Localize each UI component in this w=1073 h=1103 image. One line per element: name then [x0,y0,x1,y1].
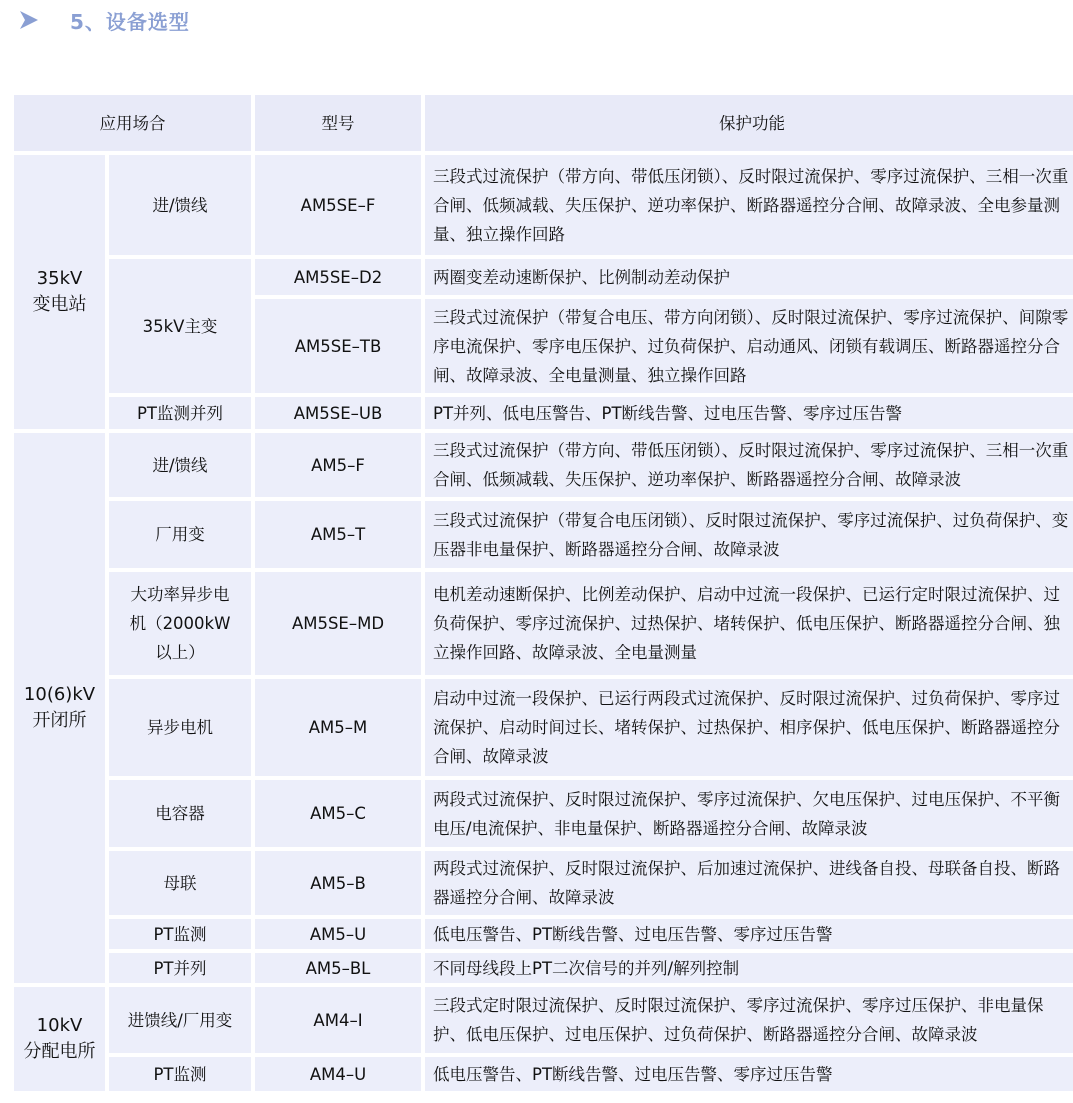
row-model: AM5SE–UB [255,397,421,429]
row-model: AM5SE–F [255,155,421,255]
row-model: AM5SE–TB [255,299,421,393]
row-function: PT并列、低电压警告、PT断线告警、过电压告警、零序过压告警 [425,397,1073,429]
row-application: 35kV主变 [109,259,251,393]
row-model: AM5–BL [255,953,421,983]
section-title: 5、设备选型 [70,9,190,34]
equipment-selection-table [10,91,1073,1095]
row-model: AM5–T [255,501,421,568]
row-application: PT监测 [109,919,251,949]
row-function: 低电压警告、PT断线告警、过电压告警、零序过压告警 [425,1057,1073,1091]
row-function: 三段式过流保护（带复合电压、带方向闭锁）、反时限过流保护、零序过流保护、间隙零序电流保护、零序电压保护、过负荷保护、启动通风、闭锁有载调压、断路器遥控分合闸、故障录波、全电量测量、独立操作回路 [425,299,1073,393]
row-application: 异步电机 [109,679,251,776]
table-row [14,397,1073,429]
header-model: 型号 [255,95,421,151]
row-function: 两圈变差动速断保护、比例制动差动保护 [425,259,1073,295]
row-function: 电机差动速断保护、比例差动保护、启动中过流一段保护、已运行定时限过流保护、过负荷保护、零序过流保护、过热保护、堵转保护、低电压保护、断路器遥控分合闸、独立操作回路、故障录波、全电量测量 [425,572,1073,675]
row-function: 不同母线段上PT二次信号的并列/解列控制 [425,953,1073,983]
row-model: AM5SE–D2 [255,259,421,295]
row-function: 三段式过流保护（带方向、带低压闭锁）、反时限过流保护、零序过流保护、三相一次重合闸、低频减载、失压保护、逆功率保护、断路器遥控分合闸、故障录波、全电参量测量、独立操作回路 [425,155,1073,255]
row-function: 低电压警告、PT断线告警、过电压告警、零序过压告警 [425,919,1073,949]
play-arrow-icon [18,9,40,31]
row-function: 三段式过流保护（带复合电压闭锁）、反时限过流保护、零序过流保护、过负荷保护、变压器非电量保护、断路器遥控分合闸、故障录波 [425,501,1073,568]
row-model: AM5–U [255,919,421,949]
row-application: 进/馈线 [109,433,251,497]
table-row [14,259,1073,295]
row-application: 厂用变 [109,501,251,568]
row-model: AM5–B [255,851,421,915]
table-row [14,919,1073,949]
row-model: AM5–C [255,780,421,847]
table-row [14,851,1073,915]
row-function: 两段式过流保护、反时限过流保护、零序过流保护、欠电压保护、过电压保护、不平衡电压/电流保护、非电量保护、断路器遥控分合闸、故障录波 [425,780,1073,847]
table-header-row [14,95,1073,151]
row-function: 两段式过流保护、反时限过流保护、后加速过流保护、进线备自投、母联备自投、断路器遥控分合闸、故障录波 [425,851,1073,915]
row-application: PT监测并列 [109,397,251,429]
table-row [14,501,1073,568]
table-row [14,1057,1073,1091]
row-model: AM5SE–MD [255,572,421,675]
row-application: 大功率异步电 机（2000kW 以上） [109,572,251,675]
row-application: PT监测 [109,1057,251,1091]
row-application: PT并列 [109,953,251,983]
row-function: 三段式定时限过流保护、反时限过流保护、零序过流保护、零序过压保护、非电量保护、低电压保护、过电压保护、过负荷保护、断路器遥控分合闸、故障录波 [425,987,1073,1053]
row-application: 进/馈线 [109,155,251,255]
table-row [14,780,1073,847]
table-row [14,433,1073,497]
row-function: 三段式过流保护（带方向、带低压闭锁）、反时限过流保护、零序过流保护、三相一次重合闸、低频减载、失压保护、逆功率保护、断路器遥控分合闸、故障录波 [425,433,1073,497]
section-heading [18,4,190,36]
row-function: 启动中过流一段保护、已运行两段式过流保护、反时限过流保护、过负荷保护、零序过流保护、启动时间过长、堵转保护、过热保护、相序保护、低电压保护、断路器遥控分合闸、故障录波 [425,679,1073,776]
table-row [14,953,1073,983]
row-model: AM5–M [255,679,421,776]
header-application: 应用场合 [14,95,251,151]
table-row [14,987,1073,1053]
row-application: 母联 [109,851,251,915]
row-application: 电容器 [109,780,251,847]
group-10-6kv-switching-station: 10(6)kV 开闭所 [14,433,105,983]
row-model: AM5–F [255,433,421,497]
row-model: AM4–U [255,1057,421,1091]
group-35kv-substation: 35kV 变电站 [14,155,105,429]
table-row [14,679,1073,776]
row-model: AM4–I [255,987,421,1053]
table-row [14,572,1073,675]
header-function: 保护功能 [425,95,1073,151]
row-application: 进馈线/厂用变 [109,987,251,1053]
group-10kv-distribution: 10kV 分配电所 [14,987,105,1091]
table-row [14,155,1073,255]
